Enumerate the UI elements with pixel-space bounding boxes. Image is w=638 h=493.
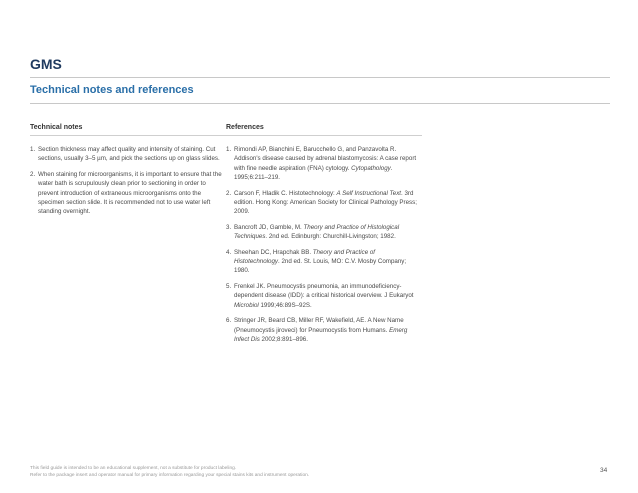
list-number: 3. (226, 223, 232, 231)
footer-line: Refer to the package insert and operator manual for primary information regarding your special stains kits and instrument operation. (30, 472, 310, 478)
technical-note-item (30, 170, 226, 217)
technical-note-text: When staining for microorganisms, it is important to ensure that the water bath is scrupulously clean prior to sectioning in order to prevent introduction of extraneous microorganisms onto the specimen section slide. It is recommended not to use water left standing overnight. (38, 170, 222, 216)
list-number: 2. (30, 170, 36, 178)
list-number: 6. (226, 317, 232, 325)
technical-note-text: Section thickness may affect quality and intensity of staining. Cut sections, usually 3–5 µm, and pick the sections up on glass slides. (38, 146, 220, 163)
footer-line: This field guide is intended to be an educational supplement, not a substitute for product labeling. (30, 466, 237, 471)
reference-item (226, 282, 422, 310)
section-subtitle: Technical notes and references (30, 84, 194, 96)
references-column (226, 124, 422, 350)
page-title: GMS (30, 56, 62, 72)
reference-text: Rimondi AP, Bianchini E, Barucchello G, and Panzavolta R. Addison's disease caused by adrenal blastomycosis: A case report with fine needle aspiration (FNA) cytology. Cytopathology. 1995;6:211–219. (234, 146, 417, 182)
technical-note-item (30, 145, 226, 164)
technical-notes-list (30, 145, 226, 217)
references-heading: References (226, 124, 422, 136)
reference-item (226, 145, 422, 183)
footer-disclaimer (30, 466, 450, 479)
list-number: 1. (30, 146, 36, 153)
reference-text: Stringer JR, Beard CB, Miller RF, Wakefield, AE. A New Name (Pneumocystis jiroveci) for Pneumocystis from Humans. Emerg Infect Dis 2002;8:891–896. (234, 317, 408, 343)
list-number: 2. (226, 189, 232, 197)
references-list (226, 145, 422, 344)
title-divider (30, 77, 610, 78)
subtitle-divider (30, 103, 610, 104)
reference-text: Carson F, Hladik C. Histotechnology: A Self Instructional Text. 3rd edition. Hong Kong: American Society for Clinical Pathology Press; 2009. (234, 189, 417, 216)
reference-item (226, 223, 422, 242)
technical-notes-column (30, 124, 226, 223)
list-number: 5. (226, 282, 232, 290)
page-number: 34 (600, 467, 608, 474)
reference-text: Sheehan DC, Hrapchak BB. Theory and Practice of Histotechnology. 2nd ed. St. Louis, MO: C.V. Mosby Company; 1980. (234, 248, 407, 275)
list-number: 1. (226, 146, 232, 153)
reference-item (226, 248, 422, 276)
reference-text: Frenkel JK. Pneumocystis pneumonia, an immunodeficiency-dependent disease (IDD): a critical historical overview. J Eukaryot Microbiol 1999;46:89S–92S. (234, 282, 414, 309)
list-number: 4. (226, 248, 232, 256)
reference-item (226, 189, 422, 217)
reference-text: Bancroft JD, Gamble, M. Theory and Practice of Histological Techniques. 2nd ed. Edinburgh: Churchill-Livingston; 1982. (234, 223, 400, 241)
technical-notes-heading: Technical notes (30, 124, 226, 136)
reference-item (226, 316, 422, 344)
